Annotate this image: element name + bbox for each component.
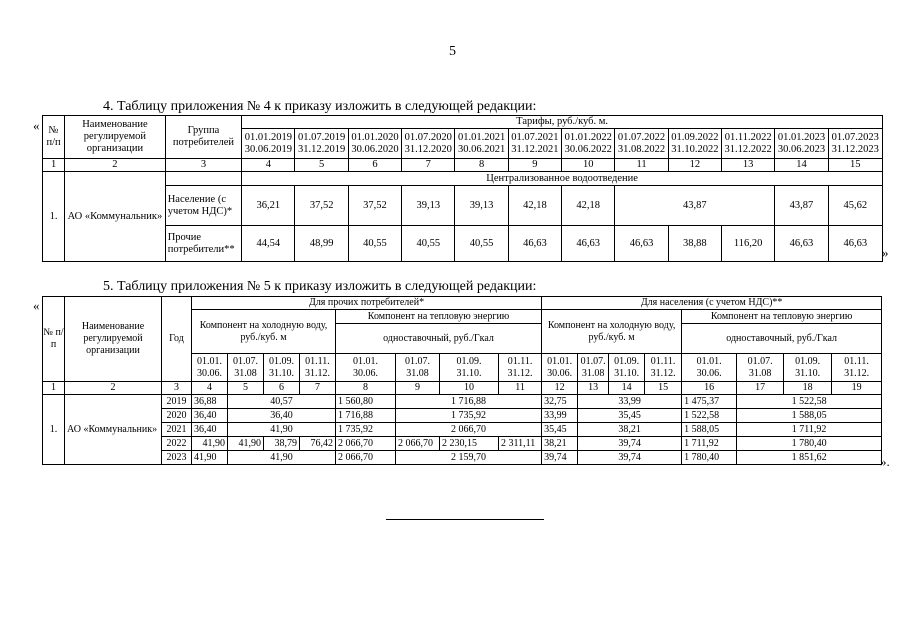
period-line: 31.08: [581, 367, 605, 379]
t4-cell-merged: 43,87: [615, 186, 775, 226]
page-number: 5: [449, 44, 456, 59]
period-line: 31.10.2022: [671, 143, 719, 155]
t4-cell: 116,20: [721, 226, 774, 262]
t4-period-header: [828, 129, 882, 159]
quote-open-1: «: [33, 118, 40, 133]
t5-year: 2021: [162, 423, 192, 437]
period-line: 31.10.: [795, 367, 821, 379]
period-line: 30.06.2020: [351, 143, 399, 155]
t4-cell: 46,63: [508, 226, 561, 262]
period-line: 01.07.2023: [831, 131, 879, 143]
period-line: 31.12.2021: [511, 143, 559, 155]
t4-header-tariffs: Тарифы, руб./куб. м.: [242, 116, 883, 129]
t4-cell: 46,63: [775, 226, 828, 262]
t5-header-cold-other: Компонент на холодную воду, руб./куб. м: [192, 310, 336, 354]
t5-period-header: [192, 354, 228, 382]
period-line: 01.01.2022: [564, 131, 612, 143]
quote-close-2: ».: [880, 454, 890, 469]
t4-column-number: 14: [775, 159, 828, 172]
t5-cell: 1 560,80: [336, 395, 396, 409]
period-line: 31.08: [234, 367, 257, 379]
period-line: 30.06.2023: [777, 143, 826, 155]
t4-period-header: [295, 129, 348, 159]
t5-column-number: 3: [162, 382, 192, 395]
period-line: 01.11.: [844, 355, 869, 367]
period-line: 01.11.: [305, 355, 330, 367]
t5-header-heat-pop: Компонент на тепловую энергию: [682, 310, 882, 324]
t4-period-header: [615, 129, 668, 159]
table5-heading: 5. Таблицу приложения № 5 к приказу изложить в следующей редакции:: [103, 279, 537, 294]
t5-cell: 39,74: [578, 437, 682, 451]
footer-divider: [386, 519, 544, 520]
period-line: 01.07.: [405, 355, 430, 367]
t4-column-number: 9: [508, 159, 561, 172]
t4-cell: 37,52: [348, 186, 401, 226]
t5-column-number: 7: [300, 382, 336, 395]
t4-period-header: [721, 129, 774, 159]
period-line: 31.12.2020: [404, 143, 452, 155]
t4-period-header: [508, 129, 561, 159]
t5-period-header: [784, 354, 832, 382]
period-line: 31.12.2019: [298, 143, 346, 155]
t5-period-header: [578, 354, 609, 382]
period-line: 01.01.2023: [777, 131, 826, 143]
table5: [42, 296, 882, 465]
t5-column-number: 17: [737, 382, 784, 395]
t5-cell: 1 735,92: [396, 409, 542, 423]
period-line: 31.08.2022: [617, 143, 666, 155]
t5-column-number: 13: [578, 382, 609, 395]
t5-cell: 2 066,70: [336, 451, 396, 465]
t5-cell: 39,74: [578, 451, 682, 465]
period-line: 30.06.: [353, 367, 378, 379]
t5-period-header: [737, 354, 784, 382]
period-line: 31.12.: [844, 367, 870, 379]
t5-column-number: 1: [43, 382, 65, 395]
period-line: 01.01.: [353, 355, 378, 367]
t4-header-org: Наименование регулируемой организации: [65, 116, 166, 159]
table4: [42, 115, 883, 262]
period-line: 01.09.: [614, 355, 640, 367]
t4-period-header: [562, 129, 615, 159]
t5-column-number: 5: [228, 382, 264, 395]
t5-cell: 36,88: [192, 395, 228, 409]
t5-header-org: Наименование регулируемой организации: [65, 297, 162, 382]
period-line: 31.08: [748, 367, 772, 379]
t4-cell: 46,63: [615, 226, 668, 262]
t5-year: 2019: [162, 395, 192, 409]
period-line: 31.12.: [650, 367, 676, 379]
table-row: [43, 423, 882, 437]
t5-year: 2022: [162, 437, 192, 451]
t4-cell: 36,21: [242, 186, 295, 226]
period-line: 01.07.2019: [298, 131, 346, 143]
t4-cell: 37,52: [295, 186, 348, 226]
t4-cell: 39,13: [455, 186, 508, 226]
t4-row-num: 1.: [43, 172, 65, 262]
t5-column-number: 9: [396, 382, 440, 395]
t4-cell: 42,18: [508, 186, 561, 226]
t5-column-number: 14: [609, 382, 645, 395]
t4-cell: 45,62: [828, 186, 882, 226]
t5-cell: 76,42: [300, 437, 336, 451]
t4-cell: 40,55: [455, 226, 508, 262]
t4-cell: 46,63: [562, 226, 615, 262]
t5-period-header: [832, 354, 882, 382]
t4-column-number: 15: [828, 159, 882, 172]
t5-cell: 41,90: [228, 437, 264, 451]
t5-cell: 41,90: [192, 451, 228, 465]
t5-column-number: 8: [336, 382, 396, 395]
t4-period-header: [402, 129, 455, 159]
period-line: 30.06.: [547, 367, 573, 379]
period-line: 31.10.: [269, 367, 294, 379]
period-line: 01.07.: [233, 355, 258, 367]
t5-column-number: 6: [264, 382, 300, 395]
period-line: 31.12.2022: [724, 143, 772, 155]
t4-column-number: 4: [242, 159, 295, 172]
t5-cell: 1 780,40: [737, 437, 882, 451]
t5-column-number: 11: [499, 382, 542, 395]
period-line: 31.12.2023: [831, 143, 879, 155]
t5-cell: 1 711,92: [737, 423, 882, 437]
t4-column-number: 1: [43, 159, 65, 172]
t5-cell: 41,90: [192, 437, 228, 451]
t5-period-header: [396, 354, 440, 382]
t5-header-single-pop: одноставочный, руб./Гкал: [682, 324, 882, 354]
t5-cell: 2 159,70: [396, 451, 542, 465]
period-line: 01.09.: [795, 355, 821, 367]
t5-header-num: № п/п: [43, 297, 65, 382]
t5-period-header: [499, 354, 542, 382]
t5-cell: 38,21: [542, 437, 578, 451]
quote-close-1: »: [882, 245, 889, 260]
t5-cell: 2 066,70: [396, 423, 542, 437]
t5-cell: 35,45: [542, 423, 578, 437]
t4-period-header: [668, 129, 721, 159]
t5-cell: 2 230,15: [440, 437, 499, 451]
t5-cell: 1 716,88: [396, 395, 542, 409]
t4-cell: 42,18: [562, 186, 615, 226]
t5-period-header: [645, 354, 682, 382]
period-line: 30.06.2021: [457, 143, 506, 155]
period-line: 01.01.2019: [244, 131, 292, 143]
t4-cell: 46,63: [828, 226, 882, 262]
t4-column-number: 13: [721, 159, 774, 172]
period-line: 01.09.: [269, 355, 294, 367]
t4-column-number: 5: [295, 159, 348, 172]
period-line: 01.07.: [580, 355, 606, 367]
t5-cell: 1 851,62: [737, 451, 882, 465]
t5-cell: 36,40: [192, 423, 228, 437]
t5-cell: 1 588,05: [682, 423, 737, 437]
t4-group-population: Население (с учетом НДС)*: [165, 186, 241, 226]
t4-column-number: 3: [165, 159, 241, 172]
t5-column-number: 2: [65, 382, 162, 395]
quote-open-2: «: [33, 298, 40, 313]
table-row: [43, 409, 882, 423]
t5-cell: 1 522,58: [737, 395, 882, 409]
t4-period-header: [775, 129, 828, 159]
t5-cell: 36,40: [192, 409, 228, 423]
period-line: 01.01.: [547, 355, 573, 367]
t5-period-header: [300, 354, 336, 382]
t4-cell: 44,54: [242, 226, 295, 262]
t5-cell: 38,21: [578, 423, 682, 437]
t4-cell: 48,99: [295, 226, 348, 262]
t4-period-header: [242, 129, 295, 159]
t4-column-number: 7: [402, 159, 455, 172]
t5-header-population: Для населения (с учетом НДС)**: [542, 297, 882, 310]
t5-cell: 2 066,70: [336, 437, 396, 451]
t4-column-number: 12: [668, 159, 721, 172]
period-line: 31.08: [406, 367, 429, 379]
t5-cell: 1 711,92: [682, 437, 737, 451]
period-line: 01.07.2022: [617, 131, 666, 143]
t4-group-other: Прочие потребители**: [165, 226, 241, 262]
t5-cell: 33,99: [578, 395, 682, 409]
t4-cell: 40,55: [402, 226, 455, 262]
t5-header-other: Для прочих потребителей*: [192, 297, 542, 310]
t4-section-label: Централизованное водоотведение: [242, 172, 883, 186]
t5-cell: 2 066,70: [396, 437, 440, 451]
t4-cell: 38,88: [668, 226, 721, 262]
period-line: 31.12.: [305, 367, 330, 379]
t5-cell: 38,79: [264, 437, 300, 451]
period-line: 31.12.: [507, 367, 533, 379]
t5-row-num: 1.: [43, 395, 65, 465]
t4-column-number: 11: [615, 159, 668, 172]
t5-period-header: [609, 354, 645, 382]
t5-period-header: [336, 354, 396, 382]
t5-header-year: Год: [162, 297, 192, 382]
period-line: 01.01.2020: [351, 131, 399, 143]
t4-cell: 43,87: [775, 186, 828, 226]
table-row: [43, 437, 882, 451]
period-line: 01.07.2021: [511, 131, 559, 143]
period-line: 01.07.2020: [404, 131, 452, 143]
period-line: 31.10.: [456, 367, 482, 379]
t5-year: 2020: [162, 409, 192, 423]
t5-cell: 1 475,37: [682, 395, 737, 409]
period-line: 01.09.2022: [671, 131, 719, 143]
t5-column-number: 19: [832, 382, 882, 395]
t5-cell: 2 311,11: [499, 437, 542, 451]
t5-cell: 1 780,40: [682, 451, 737, 465]
t4-header-num: № п/п: [43, 116, 65, 159]
t5-org-name: АО «Коммунальник»: [65, 395, 162, 465]
t4-period-header: [455, 129, 508, 159]
t5-cell: 1 735,92: [336, 423, 396, 437]
period-line: 30.06.: [197, 367, 222, 379]
t4-column-number: 6: [348, 159, 401, 172]
t5-cell: 35,45: [578, 409, 682, 423]
period-line: 01.01.: [696, 355, 722, 367]
t5-column-number: 4: [192, 382, 228, 395]
t5-column-number: 15: [645, 382, 682, 395]
t5-column-number: 16: [682, 382, 737, 395]
period-line: 01.09.: [456, 355, 482, 367]
t4-column-number: 10: [562, 159, 615, 172]
t5-column-number: 12: [542, 382, 578, 395]
period-line: 30.06.2019: [244, 143, 292, 155]
t4-header-group: Группа потребителей: [165, 116, 241, 159]
period-line: 30.06.2022: [564, 143, 612, 155]
t5-year: 2023: [162, 451, 192, 465]
t5-cell: 41,90: [228, 451, 336, 465]
t5-period-header: [542, 354, 578, 382]
period-line: 01.07.: [747, 355, 773, 367]
t5-period-header: [228, 354, 264, 382]
period-line: 01.01.: [197, 355, 222, 367]
t4-cell: 40,55: [348, 226, 401, 262]
t5-cell: 1 716,88: [336, 409, 396, 423]
t5-header-cold-pop: Компонент на холодную воду, руб./куб. м: [542, 310, 682, 354]
t5-cell: 32,75: [542, 395, 578, 409]
period-line: 01.11.: [507, 355, 533, 367]
t5-cell: 33,99: [542, 409, 578, 423]
t5-cell: 1 588,05: [737, 409, 882, 423]
period-line: 31.10.: [614, 367, 640, 379]
t4-period-header: [348, 129, 401, 159]
t5-cell: 1 522,58: [682, 409, 737, 423]
table-row: [43, 451, 882, 465]
t5-column-number: 10: [440, 382, 499, 395]
t5-period-header: [440, 354, 499, 382]
table-row: [43, 395, 882, 409]
t4-cell: 39,13: [402, 186, 455, 226]
period-line: 01.11.: [650, 355, 676, 367]
t5-cell: 39,74: [542, 451, 578, 465]
period-line: 30.06.: [696, 367, 722, 379]
t4-org-name: АО «Коммунальник»: [65, 172, 166, 262]
t5-cell: 40,57: [228, 395, 336, 409]
t5-cell: 36,40: [228, 409, 336, 423]
t5-period-header: [264, 354, 300, 382]
t5-column-number: 18: [784, 382, 832, 395]
period-line: 01.01.2021: [457, 131, 506, 143]
table4-heading: 4. Таблицу приложения № 4 к приказу изложить в следующей редакции:: [103, 99, 537, 114]
t4-column-number: 8: [455, 159, 508, 172]
t5-header-single-other: одноставочный, руб./Гкал: [336, 324, 542, 354]
t5-cell: 41,90: [228, 423, 336, 437]
t5-header-heat-other: Компонент на тепловую энергию: [336, 310, 542, 324]
t4-column-number: 2: [65, 159, 166, 172]
t5-period-header: [682, 354, 737, 382]
period-line: 01.11.2022: [724, 131, 772, 143]
